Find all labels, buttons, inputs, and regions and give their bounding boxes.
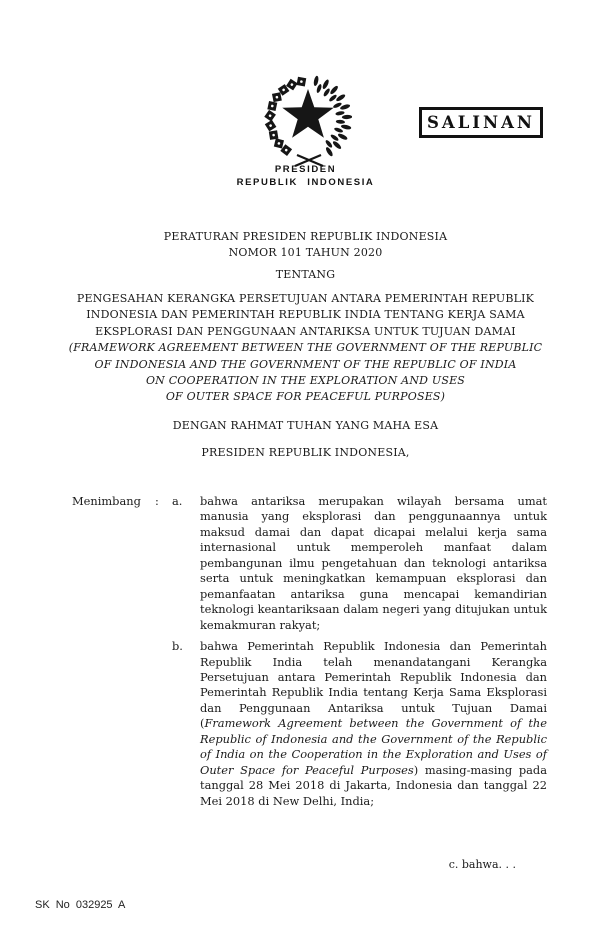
letterhead-presiden: PRESIDEN [274, 164, 337, 175]
item-marker: b. [172, 639, 183, 654]
salinan-stamp [419, 107, 543, 138]
tentang-label: TENTANG [275, 268, 336, 281]
consideration-item-b [172, 639, 547, 809]
item-text [200, 494, 547, 633]
item-a-body: bahwa antariksa merupakan wilayah bersama umat manusia yang eksplorasi dan penggunaannya untuk maksud damai dan dapat dicapai melalui kerja sama internasional untuk memperoleh manfaat dalam pembangunan ilmu pengetahuan dan teknologi antariksa serta untuk meningkatkan kemampuan eksplorasi dan pemanfaatan antariksa guna mencapai kemandirian teknologi keantariksaan dalam negeri yang ditujukan untuk kemakmuran rakyat; [200, 494, 547, 632]
subject-title-line: INDONESIA DAN PEMERINTAH REPUBLIK INDIA TENTANG KERJA SAMA [86, 308, 525, 322]
item-text [200, 639, 547, 809]
considerations-label: Menimbang [72, 494, 141, 508]
subject-title-line: EKSPLORASI DAN PENGGUNAAN ANTARIKSA UNTUK TUJUAN DAMAI [95, 324, 516, 338]
page-catchword: c. bahwa. . . [448, 858, 516, 871]
regulation-title: PERATURAN PRESIDEN REPUBLIK INDONESIA [163, 230, 448, 243]
item-b-body-italic: Framework Agreement between the Government of the Republic of Indonesia and the Government of the Republic of India on the Cooperation in the Exploration and Uses of Outer Space for Peaceful Purposes [200, 716, 547, 777]
subject-title-line-english: OF OUTER SPACE FOR PEACEFUL PURPOSES) [165, 390, 446, 404]
presidential-star-emblem-icon [262, 72, 352, 167]
invocation-line: DENGAN RAHMAT TUHAN YANG MAHA ESA [172, 419, 439, 432]
letterhead-republik-indonesia: REPUBLIK INDONESIA [236, 177, 375, 188]
considerations-colon: : [155, 494, 159, 508]
document-subject-title [0, 291, 611, 406]
item-b-body-before: bahwa Pemerintah Republik Indonesia dan Pemerintah Republik India telah menandatangani Kerangka Persetujuan antara Pemerintah Republik Indonesia dan Pemerintah Republik India tentang Kerja Sama Eksplorasi dan Penggunaan Antariksa untuk Tujuan Damai ( [200, 639, 547, 731]
subject-title-line: PENGESAHAN KERANGKA PERSETUJUAN ANTARA PEMERINTAH REPUBLIK [76, 292, 535, 305]
item-marker: a. [172, 494, 183, 508]
item-b-body-after: ) masing-masing pada tanggal 28 Mei 2018 di Jakarta, Indonesia dan tanggal 22 Mei 2018 di New Delhi, India; [200, 762, 547, 808]
regulation-number: NOMOR 101 TAHUN 2020 [228, 246, 383, 259]
sk-control-number: SK No 032925 A [35, 899, 126, 911]
enacting-authority-line: PRESIDEN REPUBLIK INDONESIA, [201, 446, 410, 459]
subject-title-line-english: (FRAMEWORK AGREEMENT BETWEEN THE GOVERNMENT OF THE REPUBLIC [68, 341, 543, 355]
subject-title-line-english: ON COOPERATION IN THE EXPLORATION AND USES [145, 374, 466, 388]
considerations-list [172, 494, 547, 815]
considerations-section [72, 494, 547, 815]
subject-title-line-english: OF INDONESIA AND THE GOVERNMENT OF THE REPUBLIC OF INDIA [94, 357, 517, 371]
consideration-item-a [172, 494, 547, 633]
salinan-stamp-label: SALINAN [426, 113, 535, 132]
